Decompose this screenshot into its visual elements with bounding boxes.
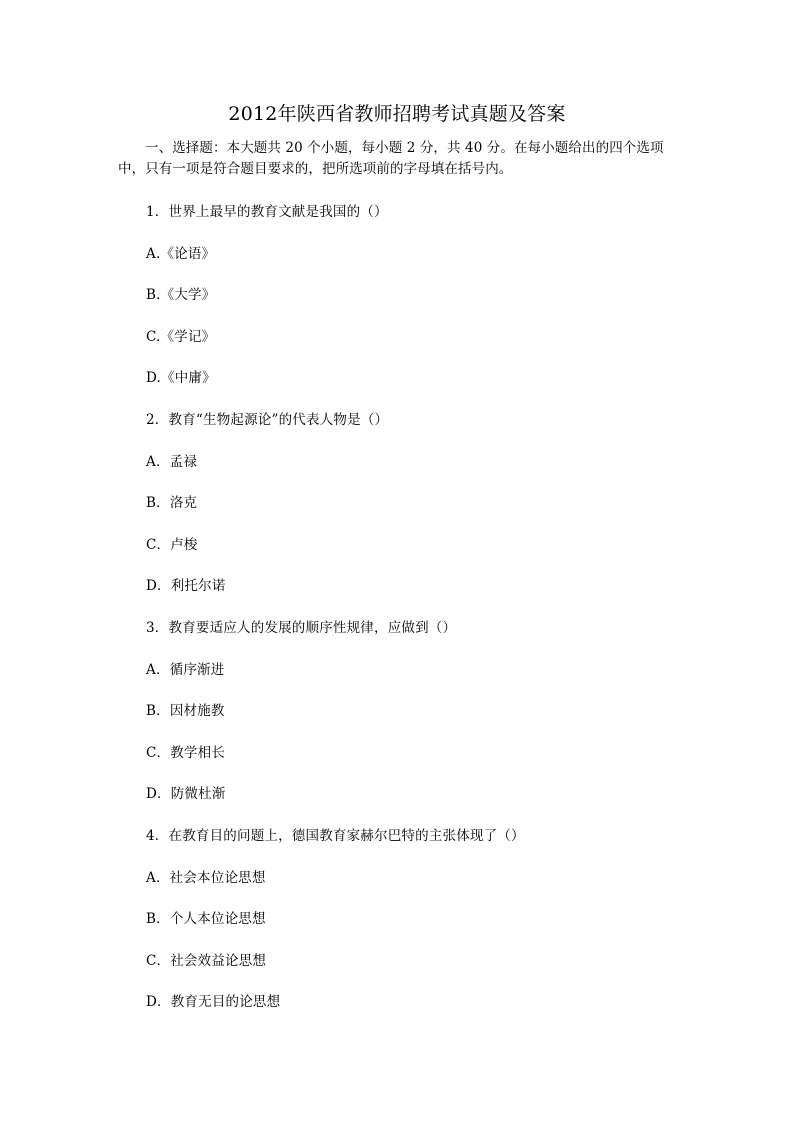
question-list <box>146 202 706 1034</box>
option-c: C．卢梭 <box>146 536 198 553</box>
option-b: B．洛克 <box>146 495 198 512</box>
option-a: A．社会本位论思想 <box>146 869 266 886</box>
question-4 <box>146 826 706 1034</box>
question-1 <box>146 202 706 410</box>
option-a: A.《论语》 <box>146 245 216 262</box>
question-stem: 1．世界上最早的教育文献是我国的（） <box>146 204 388 220</box>
option-a: A．孟禄 <box>146 453 198 470</box>
question-3 <box>146 618 706 826</box>
option-d: D．利托尔诺 <box>146 578 226 595</box>
question-stem: 2．教育“生物起源论”的代表人物是（） <box>146 411 389 428</box>
document-title: 2012年陕西省教师招聘考试真题及答案 <box>228 103 566 125</box>
option-d: D．教育无目的论思想 <box>146 994 281 1011</box>
question-stem: 3．教育要适应人的发展的顺序性规律，应做到（） <box>146 619 457 636</box>
option-d: D．防微杜渐 <box>146 786 226 803</box>
question-stem: 4．在教育目的问题上，德国教育家赫尔巴特的主张体现了（） <box>146 827 525 844</box>
option-c: C．教学相长 <box>146 744 226 761</box>
option-c: C．社会效益论思想 <box>146 952 267 969</box>
section-instructions: 一、选择题：本大题共 20 个小题，每小题 2 分，共 40 分。在每小题给出的四个选项中，只有一项是符合题目要求的，把所选项前的字母填在括号内。 <box>118 140 664 177</box>
option-b: B.《大学》 <box>146 287 216 304</box>
option-d: D.《中庸》 <box>146 370 216 387</box>
option-b: B．因材施教 <box>146 703 225 720</box>
question-2 <box>146 410 706 618</box>
option-b: B．个人本位论思想 <box>146 911 266 928</box>
option-c: C.《学记》 <box>146 328 216 345</box>
option-a: A．循序渐进 <box>146 661 225 678</box>
